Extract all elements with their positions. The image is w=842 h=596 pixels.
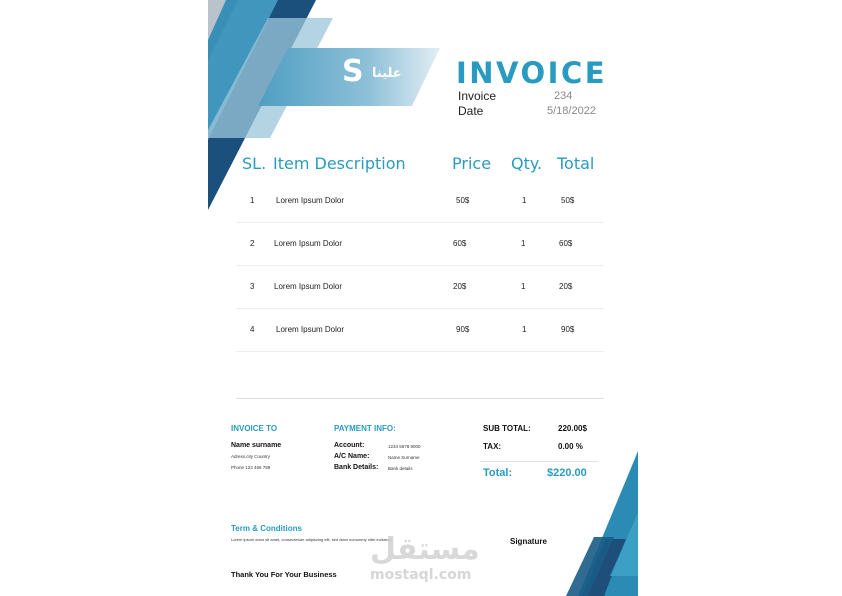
header-qty: Qty. <box>511 154 543 173</box>
header-total: Total <box>557 154 595 173</box>
invoice-to-address: Adress,city Country <box>231 454 271 459</box>
row-qty: 1 <box>521 239 526 248</box>
row-description: Lorem Ipsum Dolor <box>274 282 343 291</box>
watermark-latin: mostaql.com <box>370 567 472 583</box>
ac-name-label: A/C Name: <box>334 453 370 460</box>
row-total: 90$ <box>561 325 575 334</box>
thank-you-text: Thank You For Your Business <box>231 570 337 579</box>
table-row <box>236 179 604 223</box>
tax-label: TAX: <box>483 442 502 451</box>
table-row <box>236 308 604 352</box>
ac-name-value: Name Surname <box>388 455 420 460</box>
row-sl: 4 <box>250 325 255 334</box>
row-description: Lorem Ipsum Dolor <box>276 325 345 334</box>
row-description: Lorem Ipsum Dolor <box>274 239 343 248</box>
account-value: 1234 5678 9000 <box>388 444 421 449</box>
row-total: 60$ <box>559 239 573 248</box>
terms-text: Lorem ipsum dolor sit amet, consectetuer adipiscing elit, sed diam nonummy nibh euismod <box>231 537 392 542</box>
terms-heading: Term & Conditions <box>231 524 302 533</box>
invoice-page <box>208 0 638 596</box>
invoice-number-value: 234 <box>554 90 573 102</box>
row-description: Lorem Ipsum Dolor <box>276 196 345 205</box>
invoice-to-heading: INVOICE TO <box>231 424 278 433</box>
total-value: $220.00 <box>547 467 587 479</box>
row-total: 20$ <box>559 282 573 291</box>
table-row <box>236 222 604 266</box>
payment-info-heading: PAYMENT INFO: <box>334 424 396 433</box>
row-total: 50$ <box>561 196 575 205</box>
row-qty: 1 <box>522 325 527 334</box>
row-qty: 1 <box>522 196 527 205</box>
row-qty: 1 <box>521 282 526 291</box>
subtotal-label: SUB TOTAL: <box>483 424 531 433</box>
invoice-date-label: Date <box>458 104 484 118</box>
row-price: 50$ <box>456 196 470 205</box>
row-sl: 1 <box>250 196 255 205</box>
table-row <box>236 265 604 309</box>
header-item-description: Item Description <box>273 154 406 173</box>
invoice-number-label: Invoice <box>458 89 497 103</box>
row-price: 20$ <box>453 282 467 291</box>
signature-label: Signature <box>510 537 547 546</box>
bank-details-value: Bank details <box>388 466 413 471</box>
row-sl: 2 <box>250 239 255 248</box>
total-label: Total: <box>483 467 513 479</box>
invoice-to-name: Name surname <box>231 442 282 449</box>
logo-letter: S <box>342 54 364 89</box>
header-sl: SL. <box>242 154 267 173</box>
bank-details-label: Bank Details: <box>334 464 379 471</box>
invoice-title: INVOICE <box>456 56 608 90</box>
section-divider <box>236 398 604 399</box>
invoice-to-phone: Phone 123 456 789 <box>231 465 271 470</box>
subtotal-value: 220.00$ <box>558 424 587 433</box>
row-price: 90$ <box>456 325 470 334</box>
row-sl: 3 <box>250 282 255 291</box>
watermark-arabic: مستقل <box>370 532 480 567</box>
invoice-date-value: 5/18/2022 <box>547 105 596 117</box>
row-price: 60$ <box>453 239 467 248</box>
tax-value: 0.00 % <box>558 442 583 451</box>
decorative-stripes-bottom <box>548 451 638 596</box>
account-label: Account: <box>334 442 365 449</box>
header-price: Price <box>452 154 492 173</box>
logo-text: علينا <box>372 66 402 81</box>
